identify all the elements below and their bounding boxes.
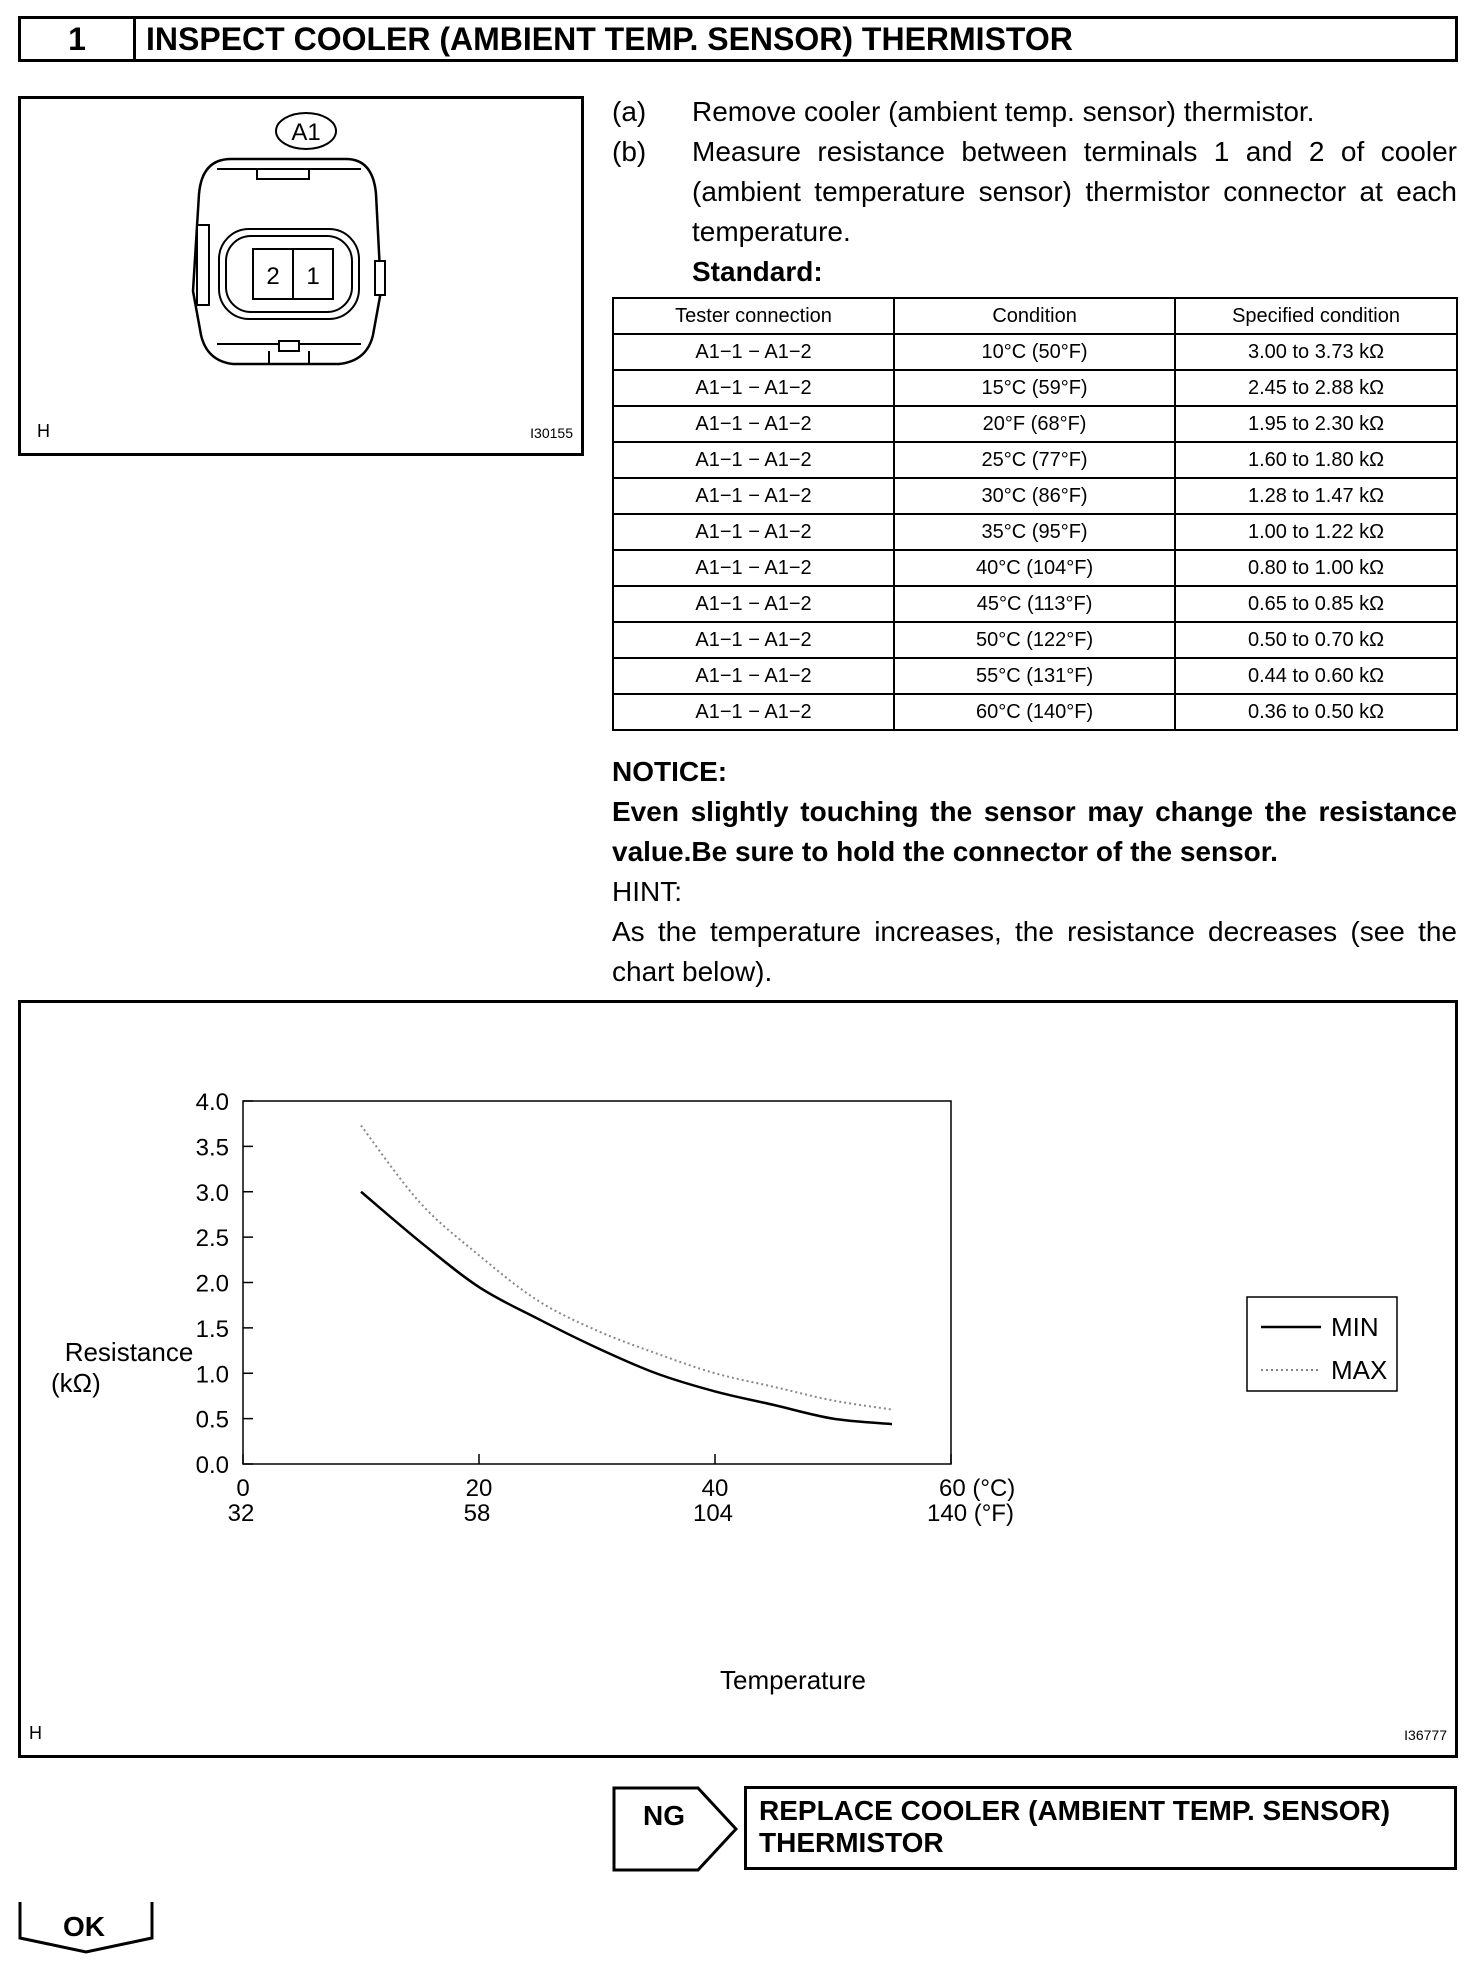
cell-condition: 50°C (122°F) bbox=[894, 622, 1175, 658]
table-row bbox=[613, 406, 1457, 442]
table-row bbox=[613, 586, 1457, 622]
x-tick-label-celsius: 40 bbox=[701, 1475, 729, 1502]
connector-corner-letter: H bbox=[37, 421, 50, 441]
cell-tester: A1−1 − A1−2 bbox=[613, 658, 894, 694]
y-tick-label: 1.5 bbox=[195, 1315, 229, 1343]
x-tick-label-fahrenheit: 32 bbox=[227, 1500, 255, 1527]
cell-specified: 0.50 to 0.70 kΩ bbox=[1175, 622, 1457, 658]
ng-action-line2: THERMISTOR bbox=[759, 1827, 944, 1858]
terminal-1-label: 1 bbox=[306, 263, 320, 290]
chart-legend bbox=[1247, 1297, 1397, 1391]
step-a-label: (a) bbox=[612, 96, 647, 127]
cell-tester: A1−1 − A1−2 bbox=[613, 586, 894, 622]
chart-corner-letter: H bbox=[29, 1723, 42, 1743]
y-axis-label-line2: (kΩ) bbox=[51, 1368, 101, 1398]
procedure-steps bbox=[612, 92, 1457, 292]
cell-condition: 35°C (95°F) bbox=[894, 514, 1175, 550]
y-tick-label: 4.0 bbox=[195, 1089, 229, 1116]
hint-text: As the temperature increases, the resistance decreases (see the chart below). bbox=[612, 916, 1457, 987]
connector-right-tab bbox=[375, 261, 385, 295]
notes-section bbox=[612, 752, 1457, 992]
y-tick-label: 1.0 bbox=[195, 1361, 229, 1389]
column-header-specified: Specified condition bbox=[1175, 298, 1457, 334]
column-header-tester: Tester connection bbox=[613, 298, 894, 334]
cell-tester: A1−1 − A1−2 bbox=[613, 550, 894, 586]
cell-specified: 3.00 to 3.73 kΩ bbox=[1175, 334, 1457, 370]
y-tick-label: 0.0 bbox=[195, 1452, 229, 1479]
connector-left-tab bbox=[197, 225, 209, 305]
step-b-label: (b) bbox=[612, 136, 647, 167]
cell-specified: 1.28 to 1.47 kΩ bbox=[1175, 478, 1457, 514]
y-tick-label: 2.5 bbox=[195, 1225, 229, 1253]
ok-arrow-icon bbox=[18, 1898, 158, 1956]
x-tick-label-fahrenheit: 140 (°F) bbox=[927, 1500, 1014, 1527]
hint-label: HINT: bbox=[612, 876, 682, 907]
spec-table bbox=[612, 297, 1458, 731]
column-header-condition: Condition bbox=[894, 298, 1175, 334]
cell-tester: A1−1 − A1−2 bbox=[613, 406, 894, 442]
cell-tester: A1−1 − A1−2 bbox=[613, 370, 894, 406]
cell-condition: 45°C (113°F) bbox=[894, 586, 1175, 622]
cell-specified: 1.95 to 2.30 kΩ bbox=[1175, 406, 1457, 442]
table-row bbox=[613, 658, 1457, 694]
cell-condition: 25°C (77°F) bbox=[894, 442, 1175, 478]
y-axis-label-line1: Resistance bbox=[64, 1337, 194, 1367]
table-row bbox=[613, 478, 1457, 514]
series-line-min bbox=[361, 1192, 892, 1424]
y-tick-label: 0.5 bbox=[195, 1406, 229, 1434]
cell-condition: 40°C (104°F) bbox=[894, 550, 1175, 586]
step-a bbox=[612, 92, 1457, 132]
series-line-max bbox=[361, 1126, 892, 1410]
step-number: 1 bbox=[21, 19, 136, 59]
resistance-chart bbox=[21, 1003, 1455, 1755]
legend-min-label: MIN bbox=[1331, 1312, 1379, 1342]
table-row bbox=[613, 550, 1457, 586]
cell-specified: 1.00 to 1.22 kΩ bbox=[1175, 514, 1457, 550]
cell-tester: A1−1 − A1−2 bbox=[613, 334, 894, 370]
table-row bbox=[613, 514, 1457, 550]
terminal-2-label: 2 bbox=[266, 263, 280, 290]
cell-tester: A1−1 − A1−2 bbox=[613, 694, 894, 730]
cell-condition: 15°C (59°F) bbox=[894, 370, 1175, 406]
x-tick-label-celsius: 0 bbox=[236, 1475, 250, 1502]
y-tick-label: 3.0 bbox=[195, 1179, 229, 1207]
y-axis bbox=[196, 1089, 253, 1479]
x-axis-label: Temperature bbox=[720, 1665, 866, 1695]
step-header bbox=[18, 16, 1458, 62]
connector-drawing bbox=[21, 99, 581, 453]
ng-label: NG bbox=[643, 1800, 685, 1831]
y-tick-label: 2.0 bbox=[195, 1270, 229, 1298]
y-tick-label: 3.5 bbox=[195, 1134, 229, 1162]
x-axis bbox=[228, 1454, 1016, 1527]
table-row bbox=[613, 622, 1457, 658]
connector-label: A1 bbox=[291, 119, 321, 146]
cell-specified: 0.44 to 0.60 kΩ bbox=[1175, 658, 1457, 694]
cell-condition: 60°C (140°F) bbox=[894, 694, 1175, 730]
cell-tester: A1−1 − A1−2 bbox=[613, 622, 894, 658]
cell-specified: 0.36 to 0.50 kΩ bbox=[1175, 694, 1457, 730]
notice-text: Even slightly touching the sensor may change the resistance value.Be sure to hold the connector of the sensor. bbox=[612, 796, 1457, 867]
cell-condition: 30°C (86°F) bbox=[894, 478, 1175, 514]
chart-figure bbox=[18, 1000, 1458, 1758]
ok-indicator bbox=[18, 1898, 158, 1961]
connector-figure-code: I30155 bbox=[530, 425, 573, 441]
notice-label: NOTICE: bbox=[612, 756, 728, 787]
ng-action-line1: REPLACE COOLER (AMBIENT TEMP. SENSOR) bbox=[759, 1795, 1391, 1826]
standard-label: Standard: bbox=[692, 256, 823, 287]
cell-specified: 2.45 to 2.88 kΩ bbox=[1175, 370, 1457, 406]
cell-specified: 0.80 to 1.00 kΩ bbox=[1175, 550, 1457, 586]
x-tick-label-fahrenheit: 58 bbox=[463, 1500, 491, 1527]
spec-table-header bbox=[613, 298, 1457, 334]
cell-specified: 0.65 to 0.85 kΩ bbox=[1175, 586, 1457, 622]
legend-max-label: MAX bbox=[1331, 1355, 1388, 1385]
step-b bbox=[612, 132, 1457, 252]
cell-tester: A1−1 − A1−2 bbox=[613, 478, 894, 514]
table-row bbox=[613, 694, 1457, 730]
x-tick-label-fahrenheit: 104 bbox=[692, 1500, 734, 1527]
ng-indicator bbox=[612, 1786, 738, 1877]
plot-area bbox=[243, 1101, 951, 1464]
ok-label: OK bbox=[63, 1911, 105, 1942]
table-row bbox=[613, 334, 1457, 370]
ng-action-box bbox=[744, 1786, 1457, 1870]
cell-condition: 10°C (50°F) bbox=[894, 334, 1175, 370]
series-lines bbox=[361, 1126, 892, 1425]
cell-tester: A1−1 − A1−2 bbox=[613, 442, 894, 478]
chart-figure-code: I36777 bbox=[1404, 1727, 1447, 1743]
ng-arrow-icon bbox=[612, 1786, 738, 1872]
cell-condition: 20°F (68°F) bbox=[894, 406, 1175, 442]
cell-tester: A1−1 − A1−2 bbox=[613, 514, 894, 550]
table-row bbox=[613, 442, 1457, 478]
step-title: INSPECT COOLER (AMBIENT TEMP. SENSOR) THERMISTOR bbox=[146, 20, 1073, 57]
cell-specified: 1.60 to 1.80 kΩ bbox=[1175, 442, 1457, 478]
table-row bbox=[613, 370, 1457, 406]
step-b-text: Measure resistance between terminals 1 and 2 of cooler (ambient temperature sensor) thermistor connector at each temperature. bbox=[692, 136, 1457, 247]
step-a-text: Remove cooler (ambient temp. sensor) thermistor. bbox=[692, 96, 1315, 127]
connector-figure bbox=[18, 96, 584, 456]
x-tick-label-celsius: 60 (°C) bbox=[939, 1475, 1016, 1502]
x-tick-label-celsius: 20 bbox=[465, 1475, 493, 1502]
cell-condition: 55°C (131°F) bbox=[894, 658, 1175, 694]
